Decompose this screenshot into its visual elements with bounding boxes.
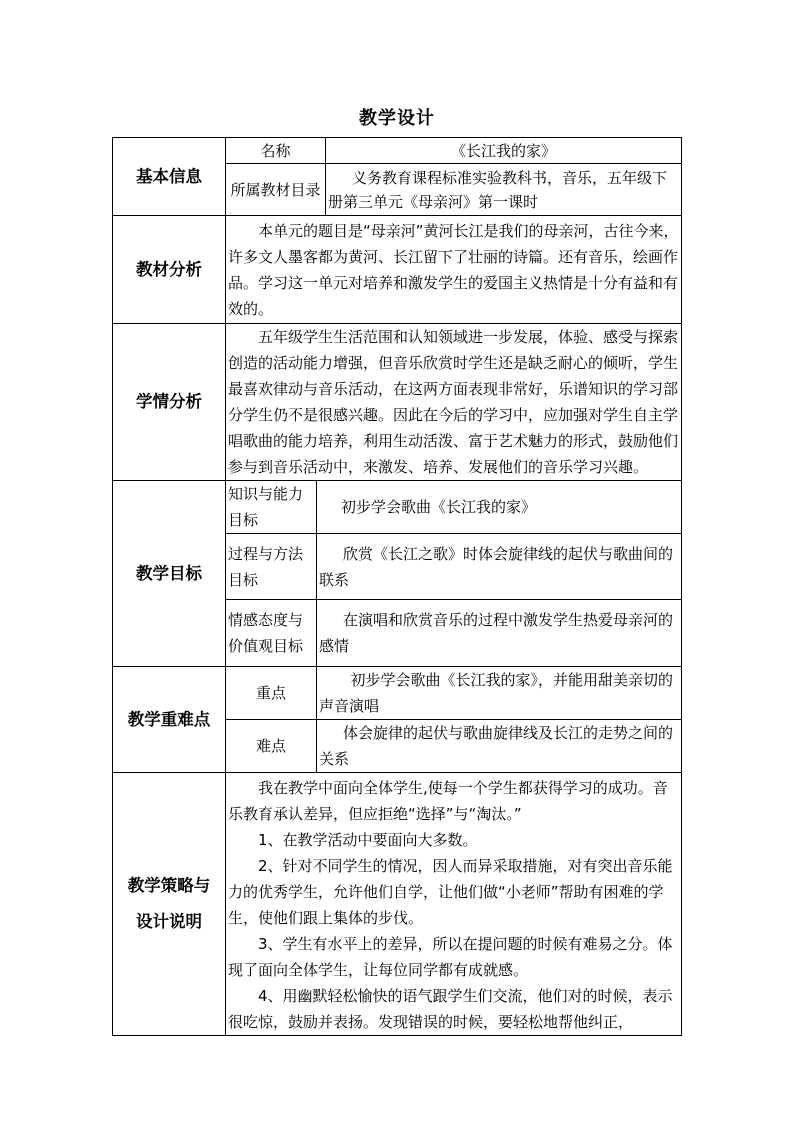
- material-analysis-header: 教材分析: [113, 216, 226, 324]
- strategy-header: [113, 773, 226, 1036]
- key-point-label: 难点: [226, 720, 317, 773]
- strategy-paragraph: 4、用幽默轻松愉快的语气跟学生们交流，他们对的时候，表示很吃惊，鼓励并表扬。发现错误的时候，要轻松地帮他纠正，: [228, 987, 673, 1031]
- strategy-row: [113, 773, 682, 1036]
- strategy-header-line1: 教学策略与: [127, 876, 211, 895]
- strategy-paragraph: 我在教学中面向全体学生,使每一个学生都获得学习的成功。音乐教育承认差异，但应拒绝“选择”与“淘汰。”: [228, 779, 668, 823]
- objective-text: 欣赏《长江之歌》时体会旋律线的起伏与歌曲间的联系: [319, 544, 674, 589]
- page-title: 教学设计: [359, 108, 435, 129]
- strategy-paragraph: 3、学生有水平上的差异，所以在提问题的时候有难易之分。体现了面向全体学生，让每位同学都有成就感。: [228, 935, 673, 979]
- key-points-header: 教学重难点: [113, 667, 226, 773]
- strategy-paragraph: 1、在教学活动中要面向大多数。: [258, 831, 478, 849]
- key-point-row: [113, 667, 682, 720]
- lesson-plan-table: [112, 137, 682, 1036]
- name-value: 《长江我的家》: [326, 138, 682, 164]
- basic-info-header: 基本信息: [113, 138, 226, 216]
- material-analysis-row: [113, 216, 682, 324]
- learner-analysis-header: 学情分析: [113, 324, 226, 481]
- objective-label: 过程与方法目标: [226, 534, 317, 600]
- objective-label: 知识与能力目标: [226, 481, 317, 534]
- learner-analysis-row: [113, 324, 682, 481]
- objective-row: [113, 481, 682, 534]
- objective-text: 在演唱和欣赏音乐的过程中激发学生热爱母亲河的感情: [319, 611, 674, 655]
- learner-analysis-text: 五年级学生生活范围和认知领域进一步发展，体验、感受与探索创造的活动能力增强，但音乐欣赏时学生还是缺乏耐心的倾听，学生最喜欢律动与音乐活动，在这两方面表现非常好，乐谱知识的学习部分学生仍不是很感兴趣。因此在今后的学习中，应加强对学生自主学唱歌曲的能力培养，利用生动活泼、富于艺术魅力的形式，鼓励他们参与到音乐活动中，来激发、培养、发展他们的音乐学习兴趣。: [228, 328, 679, 476]
- material-analysis-text: 本单元的题目是“母亲河”黄河长江是我们的母亲河，古往今来，许多文人墨客都为黄河、长江留下了壮丽的诗篇。还有音乐，绘画作品。学习这一单元对培养和激发学生的爱国主义热情是十分有益和有效的。: [228, 221, 679, 318]
- strategy-paragraph: 2、针对不同学生的情况，因人而异采取措施，对有突出音乐能力的优秀学生，允许他们自学，让他们做“小老师”帮助有困难的学生，使他们跟上集体的步伐。: [228, 857, 673, 927]
- objectives-header: 教学目标: [113, 481, 226, 667]
- key-point-text: 初步学会歌曲《长江我的家》，并能用甜美亲切的声音演唱: [319, 671, 674, 715]
- catalog-value: 义务教育课程标准实验教科书，音乐，五年级下册第三单元《母亲河》第一课时: [328, 168, 668, 211]
- objective-label: 情感态度与价值观目标: [226, 600, 317, 667]
- catalog-label: 所属教材目录: [226, 164, 326, 216]
- objective-text: 初步学会歌曲《长江我的家》: [317, 481, 682, 534]
- strategy-header-line2: 设计说明: [136, 912, 202, 931]
- name-label: 名称: [226, 138, 326, 164]
- key-point-label: 重点: [226, 667, 317, 720]
- key-point-text: 体会旋律的起伏与歌曲旋律线及长江的走势之间的关系: [319, 724, 674, 768]
- basic-info-row-name: [113, 138, 682, 164]
